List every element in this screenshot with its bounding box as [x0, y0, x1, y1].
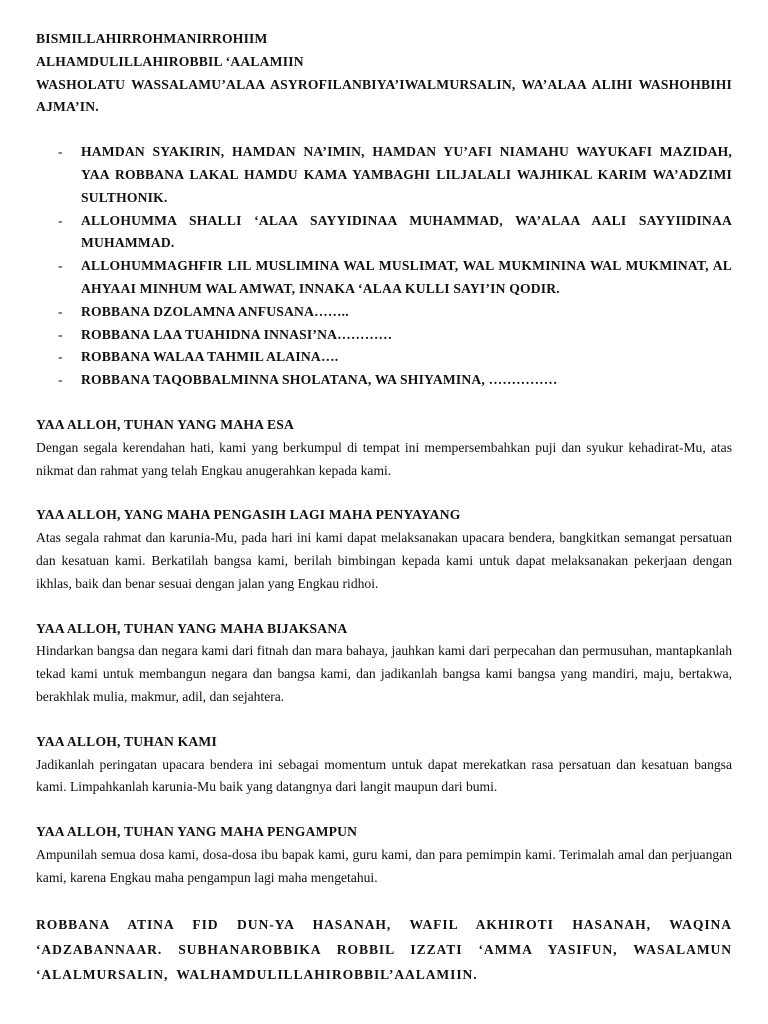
prayer-bullet-text: ALLOHUMMAGHFIR LIL MUSLIMINA WAL MUSLIMAT, WAL MUKMININA WAL MUKMINAT, AL AHYAAI MINHUM WAL AMWAT, INNAKA ‘ALAA KULLI SAYI’IN QODIR. — [81, 258, 732, 296]
section-maha-esa — [36, 414, 732, 482]
section-paragraph: Atas segala rahmat dan karunia-Mu, pada hari ini kami dapat melaksanakan upacara bendera, bangkitkan semangat persatuan dan kesatuan kami. Berkatilah bangsa kami, berilah bimbingan kepada kami untuk dapat melaksanakan pekerjaan dengan ikhlas, baik dan benar sesuai dengan jalan yang Engkau ridhoi. — [36, 530, 732, 591]
prayer-bullet-text: ALLOHUMMA SHALLI ‘ALAA SAYYIDINAA MUHAMMAD, WA’ALAA AALI SAYYIIDINAA MUHAMMAD. — [81, 212, 732, 251]
section-paragraph: Hindarkan bangsa dan negara kami dari fitnah dan mara bahaya, jauhkan kami dari perpecahan dan permusuhan, mantapkanlah tekad kami untuk membangun negara dan bangsa kami, dan jadikanlah bangsa kami bangsa yang mandiri, maju, bertakwa, berakhlak mulia, makmur, adil, dan sejahtera. — [36, 643, 732, 704]
section-heading: YAA ALLOH, TUHAN KAMI — [36, 733, 217, 749]
prayer-bullet-item — [36, 301, 732, 324]
bullet-dash: - — [58, 326, 63, 342]
opening-line-sholawat: WASHOLATU WASSALAMU’ALAA ASYROFILANBIYA’IWALMURSALIN, WA’ALAA ALIHI WASHOHBIHI AJMA’IN. — [36, 76, 732, 115]
opening-block — [36, 28, 732, 119]
bullet-dash: - — [58, 372, 63, 388]
prayer-bullet-item — [36, 141, 732, 209]
section-paragraph: Jadikanlah peringatan upacara bendera ini sebagai momentum untuk dapat merekatkan rasa persatuan dan kesatuan bangsa kami. Limpahkanlah karunia-Mu baik yang datangnya dari langit maupun dari bumi. — [36, 756, 732, 795]
section-heading: YAA ALLOH, TUHAN YANG MAHA PENGAMPUN — [36, 824, 358, 840]
prayer-bullet-text: ROBBANA TAQOBBALMINNA SHOLATANA, WA SHIYAMINA, …………… — [81, 372, 558, 388]
bullet-dash: - — [58, 258, 63, 274]
prayer-bullet-item — [36, 210, 732, 256]
prayer-bullet-text: HAMDAN SYAKIRIN, HAMDAN NA’IMIN, HAMDAN YU’AFI NIAMAHU WAYUKAFI MAZIDAH, YAA ROBBANA LAKAL HAMDU KAMA YAMBAGHI LILJALALI WAJHIKAL KARIM WA’ADZIMI SULTHONIK. — [81, 144, 732, 205]
opening-line-basmalah: BISMILLAHIRROHMANIRROHIIM — [36, 31, 268, 46]
prayer-bullet-text: ROBBANA WALAA TAHMIL ALAINA…. — [81, 349, 339, 365]
prayer-bullet-item — [36, 324, 732, 347]
section-heading: YAA ALLOH, TUHAN YANG MAHA ESA — [36, 416, 295, 432]
bullet-dash: - — [58, 144, 63, 160]
section-paragraph: Dengan segala kerendahan hati, kami yang berkumpul di tempat ini mempersembahkan puji dan syukur kehadirat-Mu, atas nikmat dan rahmat yang telah Engkau anugerahkan kepada kami. — [36, 439, 732, 478]
prayer-bullet-item — [36, 369, 732, 392]
section-heading: YAA ALLOH, YANG MAHA PENGASIH LAGI MAHA PENYAYANG — [36, 507, 461, 523]
prayer-bullet-list — [36, 141, 732, 392]
prayer-bullet-text: ROBBANA DZOLAMNA ANFUSANA…….. — [81, 303, 349, 319]
section-heading: YAA ALLOH, TUHAN YANG MAHA BIJAKSANA — [36, 620, 348, 636]
section-maha-pengampun — [36, 821, 732, 889]
section-maha-bijaksana — [36, 618, 732, 709]
section-paragraph: Ampunilah semua dosa kami, dosa-dosa ibu bapak kami, guru kami, dan para pemimpin kami. Terimalah amal dan perjuangan kami, karena Engkau maha pengampun lagi maha mengetahui. — [36, 846, 732, 885]
prayer-bullet-item — [36, 255, 732, 301]
bullet-dash: - — [58, 303, 63, 319]
section-maha-pengasih — [36, 504, 732, 595]
section-tuhan-kami — [36, 731, 732, 799]
bullet-dash: - — [58, 212, 63, 228]
closing-prayer: ROBBANA ATINA FID DUN-YA HASANAH, WAFIL AKHIROTI HASANAH, WAQINA ‘ADZABANNAAR. SUBHANAROBBIKA ROBBIL IZZATI ‘AMMA YASIFUN, WASALAMUN ‘ALALMURSALIN, WALHAMDULILLAHIROBBIL’AALAMIIN. — [36, 916, 732, 982]
prayer-bullet-item — [36, 346, 732, 369]
opening-line-hamdalah: ALHAMDULILLAHIROBBIL ‘AALAMIIN — [36, 53, 304, 69]
bullet-dash: - — [58, 349, 63, 365]
prayer-bullet-text: ROBBANA LAA TUAHIDNA INNASI’NA………… — [81, 326, 393, 342]
